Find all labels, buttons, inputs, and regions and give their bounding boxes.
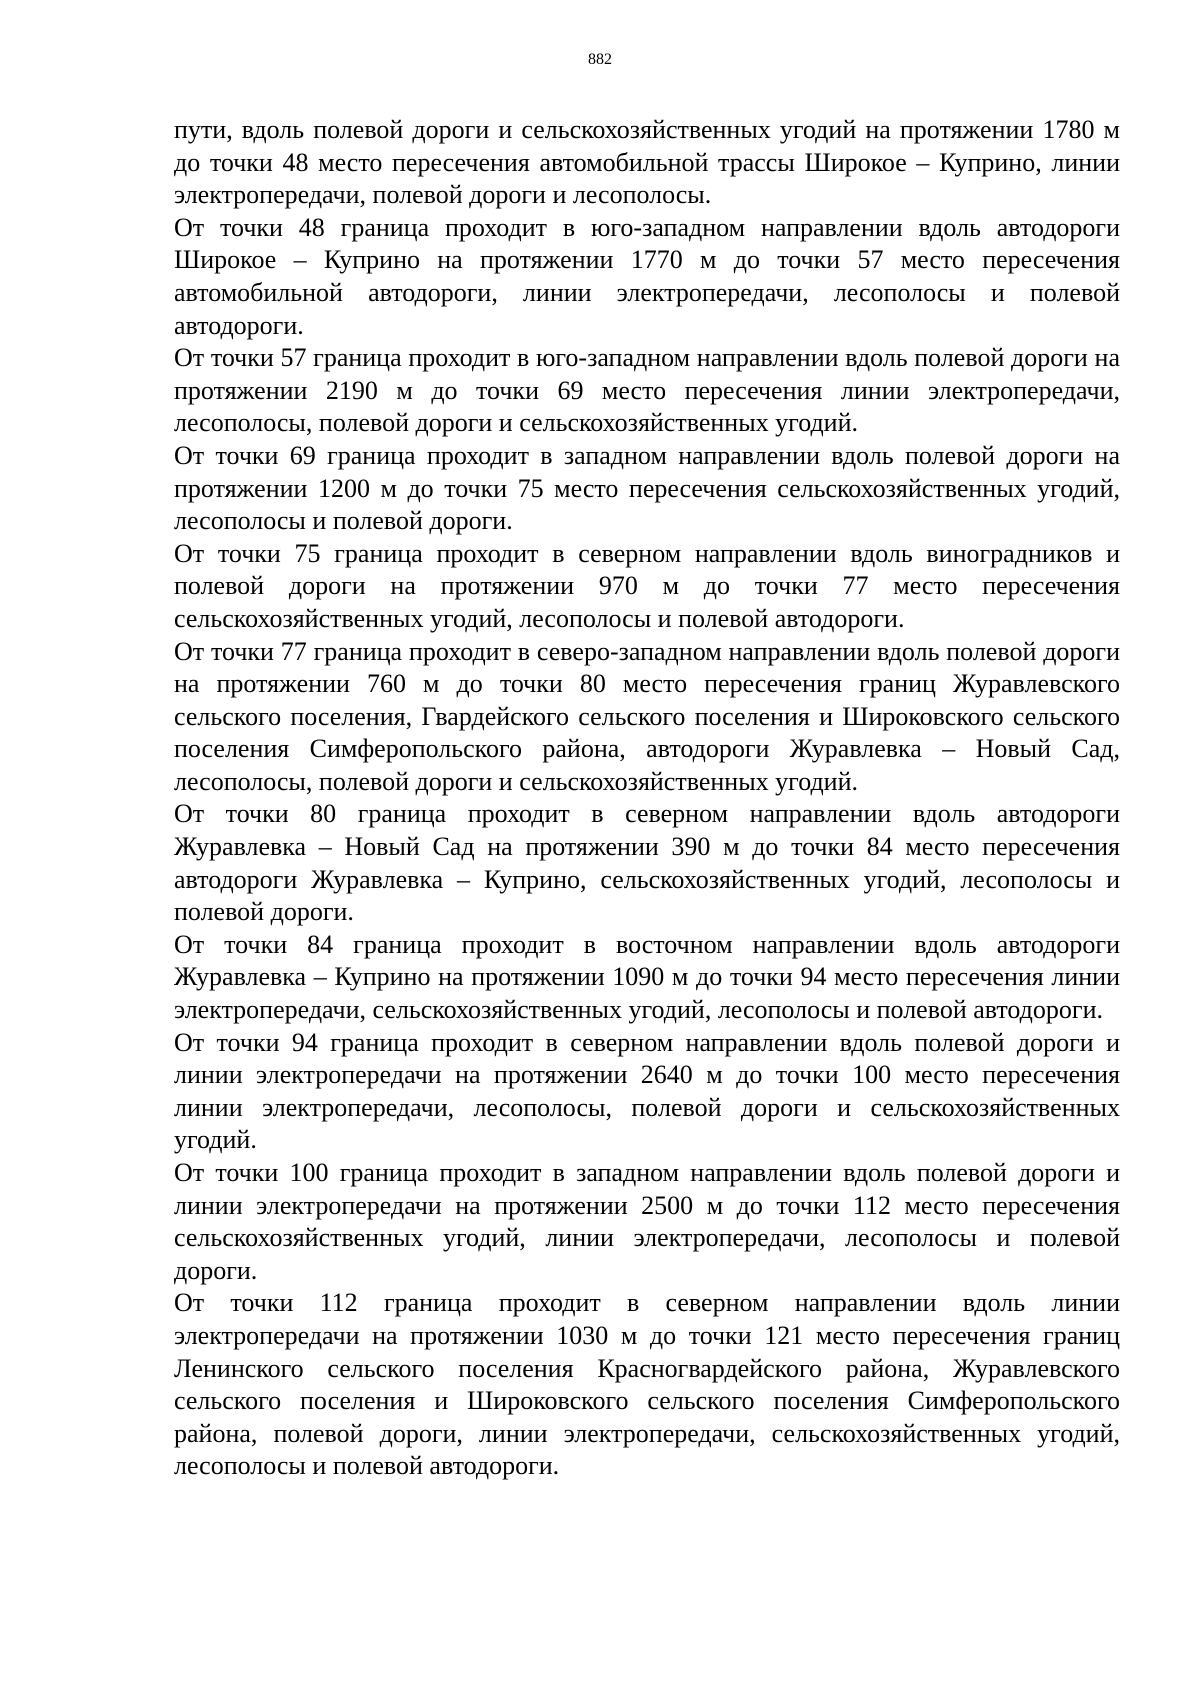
paragraph: От точки 94 граница проходит в северном направлении вдоль полевой дороги и линии электропередачи на протяжении 2640 м до точки 100 место пересечения линии электропередачи, лесополосы, полевой дороги и сельскохозяйственных угодий.: [174, 1027, 1120, 1155]
paragraph: От точки 84 граница проходит в восточном направлении вдоль автодороги Журавлевка – Куприно на протяжении 1090 м до точки 94 место пересечения линии электропередачи, сельскохозяйственных угодий, лесополосы и полевой автодороги.: [174, 929, 1120, 1025]
paragraph: От точки 48 граница проходит в юго-западном направлении вдоль автодороги Широкое – Куприно на протяжении 1770 м до точки 57 место пересечения автомобильной автодороги, линии электропередачи, лесополосы и полевой автодороги.: [174, 212, 1120, 340]
paragraph: От точки 80 граница проходит в северном направлении вдоль автодороги Журавлевка – Новый Сад на протяжении 390 м до точки 84 место пересечения автодороги Журавлевка – Куприно, сельскохозяйственных угодий, лесополосы и полевой дороги.: [174, 799, 1120, 927]
paragraph: От точки 112 граница проходит в северном направлении вдоль линии электропередачи на протяжении 1030 м до точки 121 место пересечения границ Ленинского сельского поселения Красногвардейского района, Журавлевского сельского поселения и Широковского сельского поселения Симферопольского района, полевой дороги, линии электропередачи, сельскохозяйственных угодий, лесополосы и полевой автодороги.: [174, 1288, 1120, 1481]
page-number: 882: [588, 51, 612, 68]
paragraph: От точки 75 граница проходит в северном направлении вдоль виноградников и полевой дороги на протяжении 970 м до точки 77 место пересечения сельскохозяйственных угодий, лесополосы и полевой автодороги.: [174, 538, 1120, 633]
paragraph: От точки 77 граница проходит в северо-западном направлении вдоль полевой дороги на протяжении 760 м до точки 80 место пересечения границ Журавлевского сельского поселения, Гвардейского сельского поселения и Широковского сельского поселения Симферопольского района, автодороги Журавлевка – Новый Сад, лесополосы, полевой дороги и сельскохозяйственных угодий.: [174, 636, 1120, 796]
document-body: [174, 114, 1120, 1483]
paragraph: пути, вдоль полевой дороги и сельскохозяйственных угодий на протяжении 1780 м до точки 48 место пересечения автомобильной трассы Широкое – Куприно, линии электропередачи, полевой дороги и лесополосы.: [174, 115, 1120, 210]
paragraph: От точки 100 граница проходит в западном направлении вдоль полевой дороги и линии электропередачи на протяжении 2500 м до точки 112 место пересечения сельскохозяйственных угодий, линии электропередачи, лесополосы и полевой дороги.: [174, 1158, 1120, 1285]
paragraph: От точки 69 граница проходит в западном направлении вдоль полевой дороги на протяжении 1200 м до точки 75 место пересечения сельскохозяйственных угодий, лесополосы и полевой дороги.: [174, 440, 1120, 536]
paragraph: От точки 57 граница проходит в юго-западном направлении вдоль полевой дороги на протяжении 2190 м до точки 69 место пересечения линии электропередачи, лесополосы, полевой дороги и сельскохозяйственных угодий.: [174, 343, 1120, 438]
